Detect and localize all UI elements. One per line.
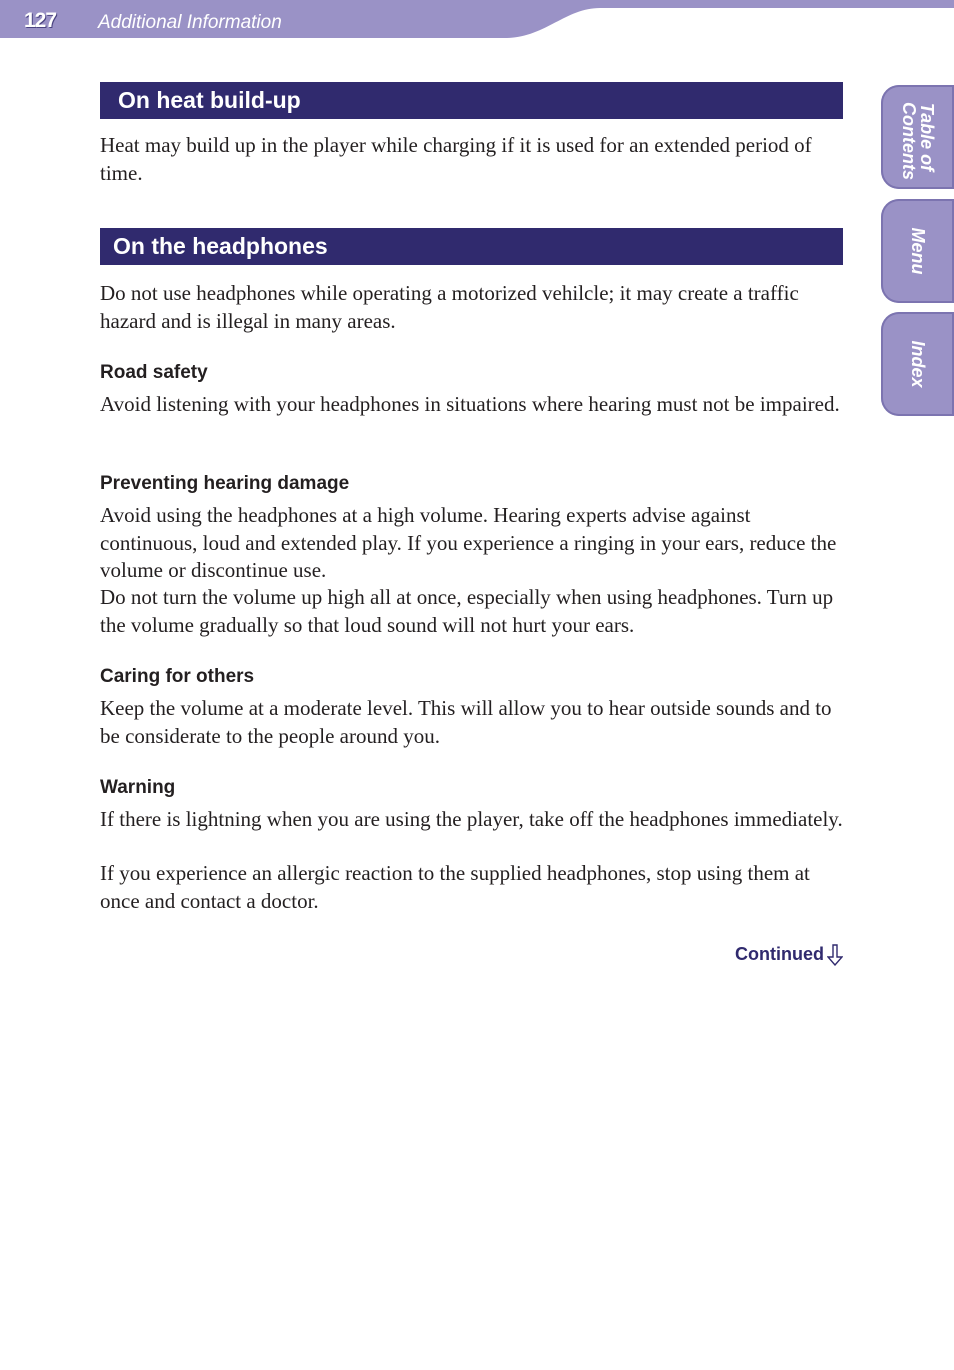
paragraph-road-safety: Avoid listening with your headphones in situations where hearing must not be impaired. [100,392,840,416]
subheading-warning: Warning [100,777,176,798]
heading-heat-build-up: On heat build-up [100,82,843,119]
arrow-down-icon [827,944,843,966]
header-band [0,0,954,40]
tab-label: Menu [907,227,928,275]
tab-table-of-contents[interactable] [881,85,954,189]
section-title: Additional Information [98,12,282,33]
paragraph-warning-2: If you experience an allergic reaction to the supplied headphones, stop using them at once and contact a doctor. [100,861,810,913]
tab-label: Table of Contents [898,102,937,180]
heading-headphones: On the headphones [100,228,843,265]
paragraph-heat: Heat may build up in the player while charging if it is used for an extended period of time. [100,133,812,185]
paragraph-hearing-2: Do not turn the volume up high all at once, especially when using headphones. Turn up the volume gradually so that loud sound will not hurt your ears. [100,585,834,637]
subheading-caring-for-others: Caring for others [100,666,255,687]
paragraph-hearing-1: Avoid using the headphones at a high volume. Hearing experts advise against continuous, loud and extended play. If you experience a ringing in your ears, reduce the volume or discontinue use. [100,503,837,582]
paragraph-caring-for-others: Keep the volume at a moderate level. This will allow you to hear outside sounds and to be considerate to the people around you. [100,696,832,748]
subheading-road-safety: Road safety [100,362,208,383]
tab-index[interactable] [881,312,954,416]
page-number: 127 [24,9,57,32]
continued-link[interactable] [735,944,843,966]
tab-label: Index [907,340,928,388]
continued-label: Continued [735,944,824,964]
paragraph-headphones-intro: Do not use headphones while operating a motorized vehilcle; it may create a traffic hazard and is illegal in many areas. [100,281,799,333]
subheading-hearing-damage: Preventing hearing damage [100,473,350,494]
tab-menu[interactable] [881,199,954,303]
paragraph-warning-1: If there is lightning when you are using the player, take off the headphones immediately. [100,807,843,831]
